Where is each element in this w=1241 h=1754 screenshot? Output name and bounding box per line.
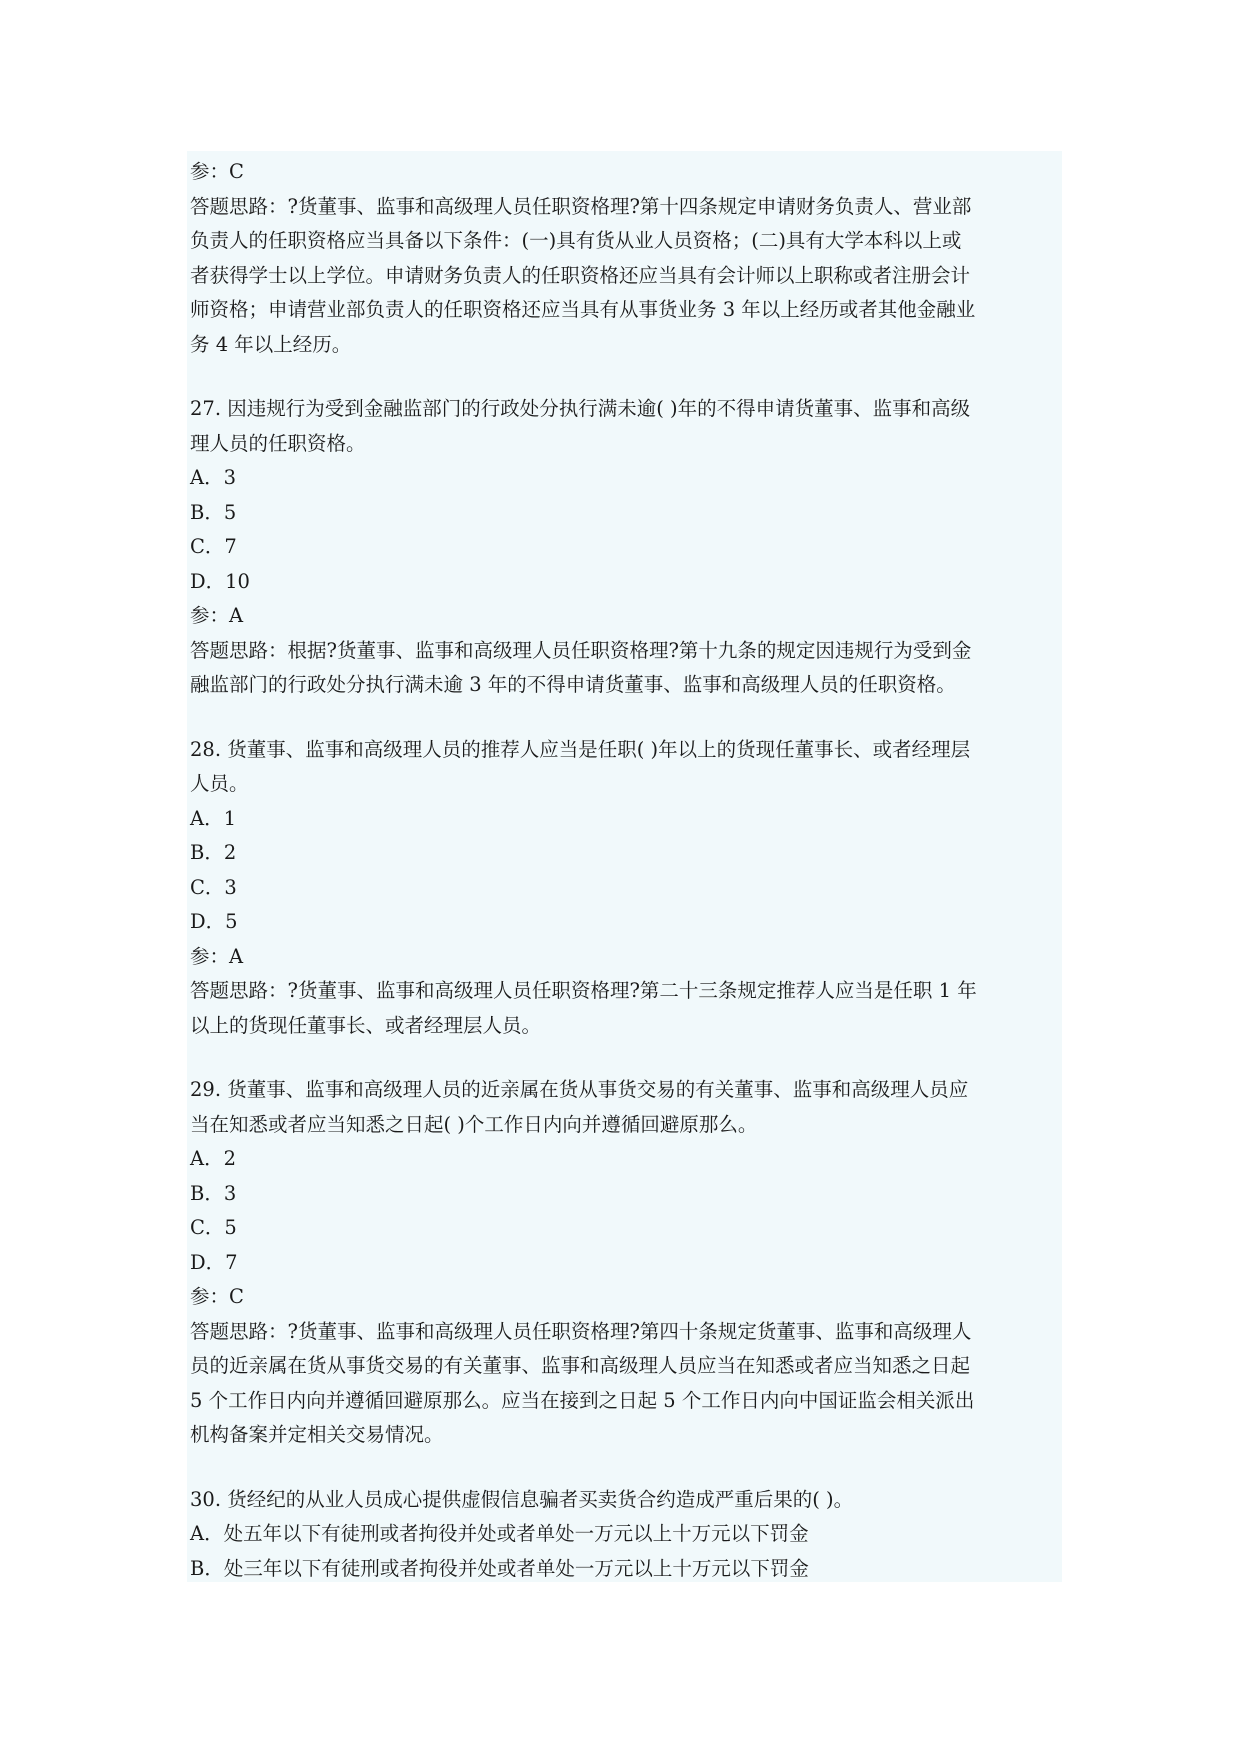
question-stem: 29. 货董事、监事和高级理人员的近亲属在货从事货交易的有关董事、监事和高级理人员应 (190, 1078, 969, 1101)
option-a: A．处五年以下有徒刑或者拘役并处或者单处一万元以上十万元以下罚金 (190, 1522, 809, 1545)
question-26-tail (190, 155, 1060, 362)
option-a: A．3 (190, 466, 236, 489)
explanation-line: 师资格；申请营业部负责人的任职资格还应当具有从事货业务 3 年以上经历或者其他金融业 (190, 298, 976, 321)
answer: 参：C (190, 1285, 244, 1308)
answer: 参：A (190, 944, 244, 968)
answer: 参：A (190, 604, 244, 627)
option-a: A．2 (190, 1147, 236, 1170)
question-stem: 27. 因违规行为受到金融监部门的行政处分执行满未逾( )年的不得申请货董事、监事和高级 (190, 397, 971, 420)
question-28 (190, 733, 1060, 1044)
option-c: C．5 (190, 1216, 237, 1239)
explanation-line: 机构备案并定相关交易情况。 (190, 1423, 444, 1446)
explanation-line: 负责人的任职资格应当具备以下条件：(一)具有货从业人员资格；(二)具有大学本科以上或 (190, 229, 962, 252)
option-d: D．10 (190, 569, 250, 593)
option-d: D．5 (190, 910, 238, 933)
option-b: B．2 (190, 841, 237, 864)
explanation-line: 者获得学士以上学位。申请财务负责人的任职资格还应当具有会计师以上职称或者注册会计 (190, 263, 971, 287)
explanation-line: 员的近亲属在货从事货交易的有关董事、监事和高级理人员应当在知悉或者应当知悉之日起 (190, 1354, 971, 1377)
question-stem: 理人员的任职资格。 (190, 431, 366, 455)
question-stem: 当在知悉或者应当知悉之日起( )个工作日内向并遵循回避原那么。 (190, 1112, 758, 1136)
option-a: A．1 (190, 806, 236, 830)
explanation-line: 以上的货现任董事长、或者经理层人员。 (190, 1013, 542, 1037)
explanation-line: 答题思路：?货董事、监事和高级理人员任职资格理?第四十条规定货董事、监事和高级理人 (190, 1319, 972, 1343)
option-b: B．5 (190, 500, 237, 524)
explanation-line: 务 4 年以上经历。 (190, 332, 352, 356)
question-27 (190, 392, 1060, 703)
document-body (190, 155, 1060, 1586)
question-30 (190, 1483, 1060, 1587)
option-c: C．7 (190, 535, 237, 558)
option-c: C．3 (190, 875, 237, 899)
question-stem: 28. 货董事、监事和高级理人员的推荐人应当是任职( )年以上的货现任董事长、或者经理层 (190, 737, 971, 761)
question-stem: 人员。 (190, 772, 249, 795)
answer: 参：C (190, 160, 244, 183)
explanation-line: 答题思路：?货董事、监事和高级理人员任职资格理?第二十三条规定推荐人应当是任职 1 年 (190, 979, 977, 1002)
option-b: B．3 (190, 1181, 237, 1205)
explanation-line: 5 个工作日内向并遵循回避原那么。应当在接到之日起 5 个工作日内向中国证监会相关派出 (190, 1388, 975, 1412)
option-d: D．7 (190, 1250, 238, 1274)
question-29 (190, 1073, 1060, 1453)
explanation-line: 答题思路：?货董事、监事和高级理人员任职资格理?第十四条规定申请财务负责人、营业部 (190, 194, 972, 218)
explanation-line: 答题思路：根据?货董事、监事和高级理人员任职资格理?第十九条的规定因违规行为受到金 (190, 638, 972, 662)
option-b: B．处三年以下有徒刑或者拘役并处或者单处一万元以上十万元以下罚金 (190, 1556, 809, 1580)
question-stem: 30. 货经纪的从业人员成心提供虚假信息骗者买卖货合约造成严重后果的( )。 (190, 1487, 854, 1511)
explanation-line: 融监部门的行政处分执行满未逾 3 年的不得申请货董事、监事和高级理人员的任职资格。 (190, 673, 956, 696)
